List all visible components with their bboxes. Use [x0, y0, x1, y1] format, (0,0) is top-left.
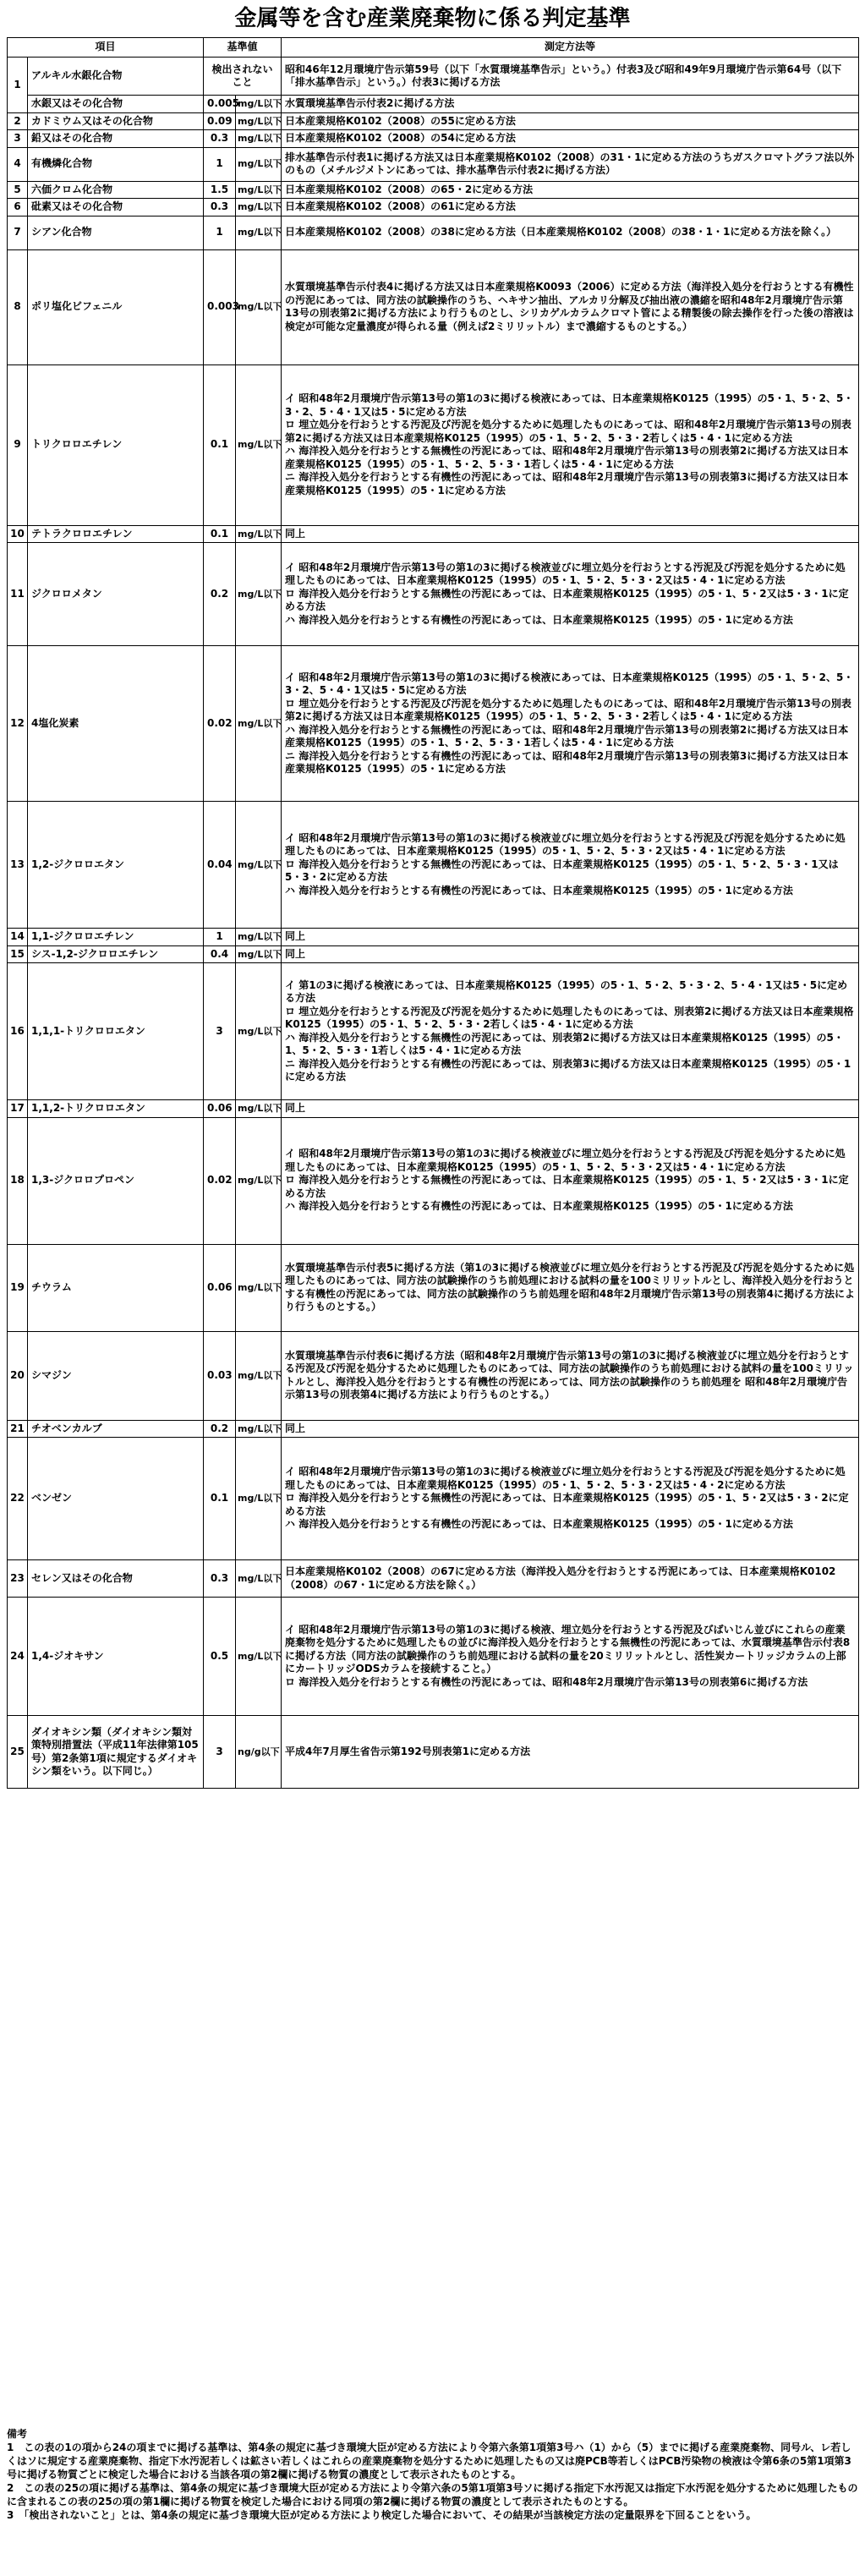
item-name: ダイオキシン類（ダイオキシン類対策特別措置法（平成11年法律第105号）第2条第1項に規定するダイオキシン類をいう。以下同じ。）	[28, 1716, 204, 1789]
measurement-method: 日本産業規格K0102（2008）の54に定める方法	[282, 130, 859, 148]
measurement-method: 水質環境基準告示付表6に掲げる方法（昭和48年2月環境庁告示第13号の第1の3に掲げる検液並びに埋立処分を行おうとする汚泥及び汚泥を処分するために処理したものにあっては、同方法の試験操作のうち前処理における試料の量を100ミリリットルとし、海洋投入処分を行おうとする有機性の汚泥にあっては、同方法の試験操作のうち前処理を 昭和48年2月環境庁告示第13号の別表第4に掲げる方法により行うものとする。）	[282, 1331, 859, 1420]
standard-unit: mg/L以下	[236, 1598, 282, 1716]
item-name: シアン化合物	[28, 216, 204, 249]
measurement-method: 水質環境基準告示付表2に掲げる方法	[282, 96, 859, 113]
remarks-heading: 備考	[7, 2428, 28, 2440]
measurement-method: 日本産業規格K0102（2008）の55に定める方法	[282, 112, 859, 130]
table-row	[8, 802, 859, 929]
remark-3: 3 「検出されないこと」とは、第4条の規定に基づき環境大臣が定める方法により検定した場合において、その結果が当該検定方法の定量限界を下回ることをいう。	[7, 2509, 757, 2521]
table-row	[8, 199, 859, 216]
standard-value: 1	[204, 929, 236, 946]
standard-unit: mg/L以下	[236, 525, 282, 543]
item-name: ジクロロメタン	[28, 543, 204, 646]
standard-value: 検出されないこと	[204, 58, 282, 96]
measurement-method: 水質環境基準告示付表4に掲げる方法又は日本産業規格K0093（2006）に定める方法（海洋投入処分を行おうとする有機性の汚泥にあっては、同方法の試験操作のうち、ヘキサン抽出、アルカリ分解及び抽出液の濃縮を昭和48年2月環境庁告示第13号の別表第2に掲げる方法により行うものとし、シリカゲルカラムクロマト管による精製後の除去操作を行った後の溶液は検定が可能な定量濃度が得られる量（例えば2ミリリットル）まで濃縮するものとする。）	[282, 249, 859, 364]
standard-unit: mg/L以下	[236, 181, 282, 199]
row-number: 19	[8, 1244, 28, 1331]
standard-unit: mg/L以下	[236, 929, 282, 946]
standard-unit: mg/L以下	[236, 1438, 282, 1560]
standard-value: 0.2	[204, 543, 236, 646]
standard-unit: mg/L以下	[236, 802, 282, 929]
standard-value: 0.1	[204, 364, 236, 525]
item-name: 鉛又はその化合物	[28, 130, 204, 148]
standard-value: 0.3	[204, 1560, 236, 1598]
table-row	[8, 945, 859, 963]
item-name: シス-1,2-ジクロロエチレン	[28, 945, 204, 963]
table-row	[8, 963, 859, 1100]
item-name: アルキル水銀化合物	[28, 58, 204, 96]
standard-value: 0.06	[204, 1244, 236, 1331]
standard-unit: mg/L以下	[236, 945, 282, 963]
standard-value: 1	[204, 216, 236, 249]
standard-unit: mg/L以下	[236, 1117, 282, 1244]
measurement-method: 同上	[282, 525, 859, 543]
table-row	[8, 147, 859, 181]
table-row	[8, 96, 859, 113]
standard-value: 0.3	[204, 199, 236, 216]
measurement-method: イ 昭和48年2月環境庁告示第13号の第1の3に掲げる検液並びに埋立処分を行おうとする汚泥及び汚泥を処分するために処理したものにあっては、日本産業規格K0125（1995）の5・1、5・2、5・3・2又は5・4・1に定める方法 ロ 海洋投入処分を行おうとする無機性の汚泥にあっては、日本産業規格K0125（1995）の5・1、5・2又は5・3・1に定める方法 ハ 海洋投入処分を行おうとする有機性の汚泥にあっては、日本産業規格K0125（1995）の5・1に定める方法	[282, 543, 859, 646]
row-number: 20	[8, 1331, 28, 1420]
standard-value: 0.1	[204, 1438, 236, 1560]
standard-value: 1	[204, 147, 236, 181]
criteria-table	[7, 37, 859, 1789]
table-row	[8, 181, 859, 199]
row-number: 21	[8, 1420, 28, 1438]
standard-unit: ng/g以下	[236, 1716, 282, 1789]
remark-1: 1 この表の1の項から24の項までに掲げる基準は、第4条の規定に基づき環境大臣が定める方法により令第六条第1項第3号ハ（1）から（5）までに掲げる産業廃棄物、同号ル、レ若しくはソに規定する産業廃棄物、指定下水汚泥若しくは鉱さい若しくはこれらの産業廃棄物を処分するために処理したもの又は廃PCB等若しくはPCB汚染物の検液は令第6条の5第1項第3号に掲げる物質ごとに検定した場合における当該各項の第2欄に掲げる物質の濃度として表示されたものとする。	[7, 2442, 851, 2480]
row-number: 16	[8, 963, 28, 1100]
criteria-table-wrapper	[7, 37, 858, 1789]
table-row	[8, 1716, 859, 1789]
item-name: 砒素又はその化合物	[28, 199, 204, 216]
table-row	[8, 1560, 859, 1598]
item-name: 1,3-ジクロロプロペン	[28, 1117, 204, 1244]
standard-value: 0.005	[204, 96, 236, 113]
standard-unit: mg/L以下	[236, 1331, 282, 1420]
row-number: 17	[8, 1100, 28, 1118]
measurement-method: 水質環境基準告示付表5に掲げる方法（第1の3に掲げる検液並びに埋立処分を行おうとする汚泥及び汚泥を処分するために処理したものにあっては、同方法の試験操作のうち前処理における試料の量を100ミリリットルとし、海洋投入処分を行おうとする有機性の汚泥にあっては、同方法の試験操作のうち前処理を昭和48年2月環境庁告示第13号の別表第4に掲げる方法により行うものとする。）	[282, 1244, 859, 1331]
standard-value: 0.5	[204, 1598, 236, 1716]
table-row	[8, 525, 859, 543]
standard-unit: mg/L以下	[236, 646, 282, 802]
row-number: 12	[8, 646, 28, 802]
measurement-method: 同上	[282, 1420, 859, 1438]
item-name: ポリ塩化ビフェニル	[28, 249, 204, 364]
table-row	[8, 1117, 859, 1244]
row-number: 1	[8, 58, 28, 113]
standard-unit: mg/L以下	[236, 543, 282, 646]
table-row	[8, 249, 859, 364]
measurement-method: 排水基準告示付表1に掲げる方法又は日本産業規格K0102（2008）の31・1に定める方法のうちガスクロマトグラフ法以外のもの（メチルジメトンにあっては、排水基準告示付表2に掲げる方法）	[282, 147, 859, 181]
table-row	[8, 1100, 859, 1118]
standard-value: 0.02	[204, 646, 236, 802]
measurement-method: イ 昭和48年2月環境庁告示第13号の第1の3に掲げる検液にあっては、日本産業規格K0125（1995）の5・1、5・2、5・3・2、5・4・1又は5・5に定める方法 ロ 埋立処分を行おうとする汚泥及び汚泥を処分するために処理したものにあっては、昭和48年2月環境庁告示第13号の別表第2に掲げる方法又は日本産業規格K0125（1995）の5・1、5・2、5・3・2若しくは5・4・1に定める方法 ハ 海洋投入処分を行おうとする無機性の汚泥にあっては、昭和48年2月環境庁告示第13号の別表第2に掲げる方法又は日本産業規格K0125（1995）の5・1、5・2、5・3・1若しくは5・4・1に定める方法 ニ 海洋投入処分を行おうとする有機性の汚泥にあっては、昭和48年2月環境庁告示第13号の別表第3に掲げる方法又は日本産業規格K0125（1995）の5・1に定める方法	[282, 646, 859, 802]
standard-unit: mg/L以下	[236, 1420, 282, 1438]
standard-unit: mg/L以下	[236, 1100, 282, 1118]
page-title: 金属等を含む産業廃棄物に係る判定基準	[234, 6, 631, 31]
row-number: 10	[8, 525, 28, 543]
standard-value: 0.2	[204, 1420, 236, 1438]
row-number: 18	[8, 1117, 28, 1244]
table-row	[8, 1331, 859, 1420]
standard-value: 0.003	[204, 249, 236, 364]
item-name: 六価クロム化合物	[28, 181, 204, 199]
standard-value: 0.1	[204, 525, 236, 543]
standard-value: 0.3	[204, 130, 236, 148]
standard-value: 0.4	[204, 945, 236, 963]
standard-value: 0.03	[204, 1331, 236, 1420]
remark-2: 2 この表の25の項に掲げる基準は、第4条の規定に基づき環境大臣が定める方法により令第六条の5第1項第3号ソに掲げる指定下水汚泥又は指定下水汚泥を処分するために処理したものに含まれるこの表の25の項の第1欄に掲げる物質を検定した場合における同項の第2欄に掲げる物質の濃度として表示されたものとする。	[7, 2482, 858, 2507]
standard-value: 3	[204, 963, 236, 1100]
standard-unit: mg/L以下	[236, 364, 282, 525]
table-row	[8, 130, 859, 148]
header-method: 測定方法等	[282, 38, 859, 58]
measurement-method: イ 昭和48年2月環境庁告示第13号の第1の3に掲げる検液並びに埋立処分を行おうとする汚泥及び汚泥を処分するために処理したものにあっては、日本産業規格K0125（1995）の5・1、5・2、5・3・2又は5・4・2に定める方法 ロ 海洋投入処分を行おうとする無機性の汚泥にあっては、日本産業規格K0125（1995）の5・1、5・2又は5・3・2に定める方法 ハ 海洋投入処分を行おうとする有機性の汚泥にあっては、日本産業規格K0125（1995）の5・1に定める方法	[282, 1438, 859, 1560]
measurement-method: 日本産業規格K0102（2008）の38に定める方法（日本産業規格K0102（2008）の38・1・1に定める方法を除く。）	[282, 216, 859, 249]
measurement-method: 同上	[282, 929, 859, 946]
row-number: 9	[8, 364, 28, 525]
item-name: テトラクロロエチレン	[28, 525, 204, 543]
item-name: 4塩化炭素	[28, 646, 204, 802]
table-row	[8, 1438, 859, 1560]
row-number: 4	[8, 147, 28, 181]
row-number: 6	[8, 199, 28, 216]
standard-value: 1.5	[204, 181, 236, 199]
item-name: チオベンカルブ	[28, 1420, 204, 1438]
table-body	[8, 58, 859, 1789]
row-number: 25	[8, 1716, 28, 1789]
measurement-method: 日本産業規格K0102（2008）の65・2に定める方法	[282, 181, 859, 199]
standard-unit: mg/L以下	[236, 147, 282, 181]
item-name: カドミウム又はその化合物	[28, 112, 204, 130]
item-name: 有機燐化合物	[28, 147, 204, 181]
table-row	[8, 1598, 859, 1716]
row-number: 22	[8, 1438, 28, 1560]
item-name: 水銀又はその化合物	[28, 96, 204, 113]
item-name: チウラム	[28, 1244, 204, 1331]
measurement-method: 日本産業規格K0102（2008）の67に定める方法（海洋投入処分を行おうとする汚泥にあっては、日本産業規格K0102（2008）の67・1に定める方法を除く。）	[282, 1560, 859, 1598]
standard-unit: mg/L以下	[236, 1244, 282, 1331]
standard-value: 0.04	[204, 802, 236, 929]
table-row	[8, 58, 859, 96]
row-number: 14	[8, 929, 28, 946]
row-number: 3	[8, 130, 28, 148]
table-row	[8, 543, 859, 646]
standard-unit: mg/L以下	[236, 216, 282, 249]
item-name: 1,1,1-トリクロロエタン	[28, 963, 204, 1100]
standard-unit: mg/L以下	[236, 249, 282, 364]
row-number: 7	[8, 216, 28, 249]
standard-unit: mg/L以下	[236, 1560, 282, 1598]
standard-unit: mg/L以下	[236, 112, 282, 130]
header-standard: 基準値	[204, 38, 282, 58]
measurement-method: 昭和46年12月環境庁告示第59号（以下「水質環境基準告示」という。）付表3及び昭和49年9月環境庁告示第64号（以下「排水基準告示」という。）付表3に掲げる方法	[282, 58, 859, 96]
table-row	[8, 929, 859, 946]
item-name: 1,1-ジクロロエチレン	[28, 929, 204, 946]
standard-value: 0.06	[204, 1100, 236, 1118]
remarks	[7, 2427, 858, 2571]
measurement-method: 同上	[282, 945, 859, 963]
table-row	[8, 646, 859, 802]
measurement-method: イ 昭和48年2月環境庁告示第13号の第1の3に掲げる検液並びに埋立処分を行おうとする汚泥及び汚泥を処分するために処理したものにあっては、日本産業規格K0125（1995）の5・1、5・2、5・3・2又は5・4・1に定める方法 ロ 海洋投入処分を行おうとする無機性の汚泥にあっては、日本産業規格K0125（1995）の5・1、5・2又は5・3・1に定める方法 ハ 海洋投入処分を行おうとする有機性の汚泥にあっては、日本産業規格K0125（1995）の5・1に定める方法	[282, 1117, 859, 1244]
standard-value: 0.02	[204, 1117, 236, 1244]
measurement-method: 日本産業規格K0102（2008）の61に定める方法	[282, 199, 859, 216]
measurement-method: イ 昭和48年2月環境庁告示第13号の第1の3に掲げる検液、埋立処分を行おうとする汚泥及びばいじん並びにこれらの産業廃棄物を処分するために処理したもの並びに海洋投入処分を行おうとする無機性の汚泥にあっては、水質環境基準告示付表8に掲げる方法（同方法の試験操作のうち前処理における試料の量を20ミリリットルとし、活性炭カートリッジカラムの上部にカートリッジODSカラムを接続すること。） ロ 海洋投入処分を行おうとする有機性の汚泥にあっては、昭和48年2月環境庁告示第13号の別表第6に掲げる方法	[282, 1598, 859, 1716]
row-number: 2	[8, 112, 28, 130]
item-name: 1,2-ジクロロエタン	[28, 802, 204, 929]
standard-unit: mg/L以下	[236, 199, 282, 216]
item-name: 1,4-ジオキサン	[28, 1598, 204, 1716]
row-number: 8	[8, 249, 28, 364]
item-name: トリクロロエチレン	[28, 364, 204, 525]
row-number: 15	[8, 945, 28, 963]
table-row	[8, 112, 859, 130]
standard-unit: mg/L以下	[236, 130, 282, 148]
row-number: 24	[8, 1598, 28, 1716]
table-row	[8, 1420, 859, 1438]
standard-unit: mg/L以下	[236, 96, 282, 113]
header-item: 項目	[8, 38, 204, 58]
row-number: 5	[8, 181, 28, 199]
measurement-method: イ 昭和48年2月環境庁告示第13号の第1の3に掲げる検液並びに埋立処分を行おうとする汚泥及び汚泥を処分するために処理したものにあっては、日本産業規格K0125（1995）の5・1、5・2、5・3・2又は5・4・1に定める方法 ロ 海洋投入処分を行おうとする無機性の汚泥にあっては、日本産業規格K0125（1995）の5・1、5・2、5・3・1又は5・3・2に定める方法 ハ 海洋投入処分を行おうとする有機性の汚泥にあっては、日本産業規格K0125（1995）の5・1に定める方法	[282, 802, 859, 929]
measurement-method: 同上	[282, 1100, 859, 1118]
measurement-method: イ 第1の3に掲げる検液にあっては、日本産業規格K0125（1995）の5・1、5・2、5・3・2、5・4・1又は5・5に定める方法 ロ 埋立処分を行おうとする汚泥及び汚泥を処分するために処理したものにあっては、別表第2に掲げる方法又は日本産業規格K0125（1995）の5・1、5・2、5・3・2若しくは5・4・1に定める方法 ハ 海洋投入処分を行おうとする無機性の汚泥にあっては、別表第2に掲げる方法又は日本産業規格K0125（1995）の5・1、5・2、5・3・1若しくは5・4・1に定める方法 ニ 海洋投入処分を行おうとする有機性の汚泥にあっては、別表第3に掲げる方法又は日本産業規格K0125（1995）の5・1に定める方法	[282, 963, 859, 1100]
item-name: 1,1,2-トリクロロエタン	[28, 1100, 204, 1118]
table-row	[8, 216, 859, 249]
measurement-method: イ 昭和48年2月環境庁告示第13号の第1の3に掲げる検液にあっては、日本産業規格K0125（1995）の5・1、5・2、5・3・2、5・4・1又は5・5に定める方法 ロ 埋立処分を行おうとする汚泥及び汚泥を処分するために処理したものにあっては、昭和48年2月環境庁告示第13号の別表第2に掲げる方法又は日本産業規格K0125（1995）の5・1、5・2、5・3・2若しくは5・4・1に定める方法 ハ 海洋投入処分を行おうとする無機性の汚泥にあっては、昭和48年2月環境庁告示第13号の別表第2に掲げる方法又は日本産業規格K0125（1995）の5・1、5・2、5・3・1若しくは5・4・1に定める方法 ニ 海洋投入処分を行おうとする有機性の汚泥にあっては、昭和48年2月環境庁告示第13号の別表第3に掲げる方法又は日本産業規格K0125（1995）の5・1に定める方法	[282, 364, 859, 525]
table-row	[8, 364, 859, 525]
table-header-row	[8, 38, 859, 58]
row-number: 13	[8, 802, 28, 929]
item-name: シマジン	[28, 1331, 204, 1420]
standard-value: 0.09	[204, 112, 236, 130]
standard-unit: mg/L以下	[236, 963, 282, 1100]
table-row	[8, 1244, 859, 1331]
standard-value: 3	[204, 1716, 236, 1789]
row-number: 23	[8, 1560, 28, 1598]
measurement-method: 平成4年7月厚生省告示第192号別表第1に定める方法	[282, 1716, 859, 1789]
item-name: セレン又はその化合物	[28, 1560, 204, 1598]
row-number: 11	[8, 543, 28, 646]
item-name: ベンゼン	[28, 1438, 204, 1560]
